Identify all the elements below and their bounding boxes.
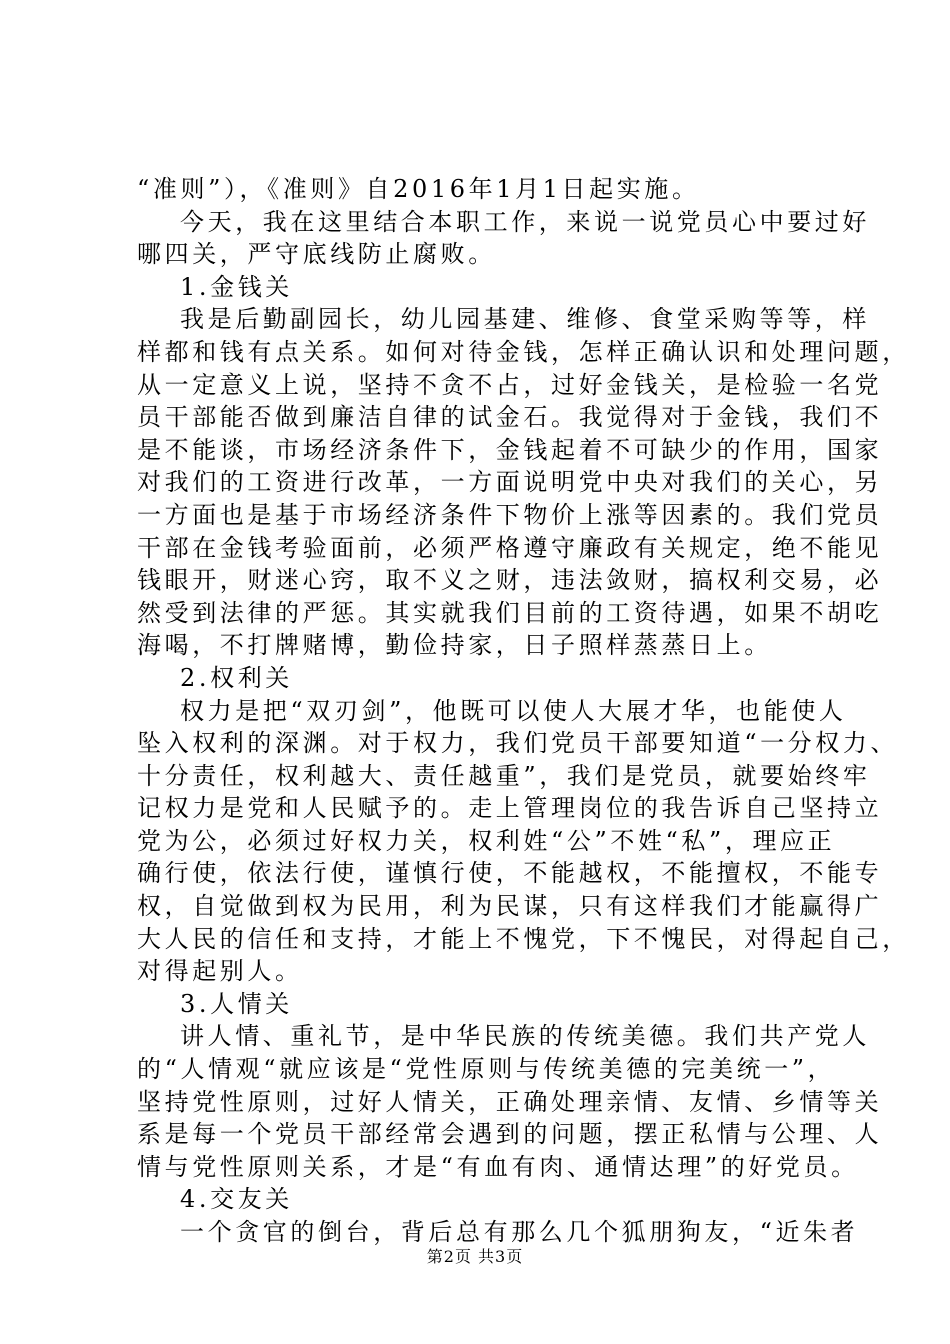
- section-heading: 1.金钱关: [180, 272, 293, 301]
- text-line: 员干部能否做到廉洁自律的试金石。我觉得对于金钱，我们不: [137, 403, 883, 432]
- text-line: 权，自觉做到权为民用，利为民谋，只有这样我们才能赢得广: [137, 892, 883, 921]
- section-heading: 2.权利关: [180, 663, 293, 692]
- text-line: 干部在金钱考验面前，必须严格遵守廉政有关规定，绝不能见: [137, 533, 883, 562]
- page-footer: 第2页 共3页: [426, 1247, 524, 1266]
- section-heading: 4.交友关: [180, 1185, 293, 1214]
- text-line: 钱眼开，财迷心窍，取不义之财，违法敛财，搞权利交易，必: [137, 566, 883, 595]
- text-line: 权力是把“双刃剑”，他既可以使人大展才华，也能使人: [180, 696, 847, 725]
- text-line: “准则”），《准则》自2016年1月1日起实施。: [137, 175, 700, 203]
- text-line: 坚持党性原则，过好人情关，正确处理亲情、友情、乡情等关: [137, 1087, 883, 1116]
- text-line: 情与党性原则关系，才是“有血有肉、通情达理”的好党员。: [137, 1152, 859, 1181]
- text-line: 我是后勤副园长，幼儿园基建、维修、食堂采购等等，样: [180, 305, 870, 334]
- text-line: 大人民的信任和支持，才能上不愧党，下不愧民，对得起自己，: [137, 924, 910, 953]
- text-line: 的“人情观“就应该是“党性原则与传统美德的完美统一”，: [137, 1055, 836, 1084]
- text-line: 哪四关，严守底线防止腐败。: [137, 240, 496, 269]
- text-line: 党为公，必须过好权力关，权利姓“公”不姓“私”，理应正: [137, 826, 836, 855]
- text-line: 今天，我在这里结合本职工作，来说一说党员心中要过好: [180, 207, 870, 236]
- section-heading: 3.人情关: [180, 989, 293, 1018]
- document-body: [137, 173, 910, 1249]
- text-line: 系是每一个党员干部经常会遇到的问题，摆正私情与公理、人: [137, 1120, 883, 1149]
- text-line: 从一定意义上说，坚持不贪不占，过好金钱关，是检验一名党: [137, 370, 883, 399]
- text-line: 记权力是党和人民赋予的。走上管理岗位的我告诉自己坚持立: [137, 794, 883, 823]
- text-line: 讲人情、重礼节，是中华民族的传统美德。我们共产党人: [180, 1022, 870, 1051]
- text-line: 坠入权利的深渊。对于权力，我们党员干部要知道“一分权力、: [137, 729, 899, 758]
- text-line: 对得起别人。: [137, 957, 303, 986]
- text-line: 然受到法律的严惩。其实就我们目前的工资待遇，如果不胡吃: [137, 598, 883, 627]
- text-line: 一个贪官的倒台，背后总有那么几个狐朋狗友，“近朱者: [180, 1218, 859, 1246]
- text-line: 一方面也是基于市场经济条件下物价上涨等因素的。我们党员: [137, 500, 883, 529]
- text-line: 是不能谈，市场经济条件下，金钱起着不可缺少的作用，国家: [137, 435, 883, 464]
- text-line: 样都和钱有点关系。如何对待金钱，怎样正确认识和处理问题，: [137, 337, 910, 366]
- text-line: 十分责任，权利越大、责任越重”，我们是党员，就要始终牢: [137, 761, 871, 790]
- text-line: 海喝，不打牌赌博，勤俭持家，日子照样蒸蒸日上。: [137, 631, 772, 660]
- text-line: 确行使，依法行使，谨慎行使，不能越权，不能擅权，不能专: [137, 859, 883, 888]
- text-line: 对我们的工资进行改革，一方面说明党中央对我们的关心，另: [137, 468, 883, 497]
